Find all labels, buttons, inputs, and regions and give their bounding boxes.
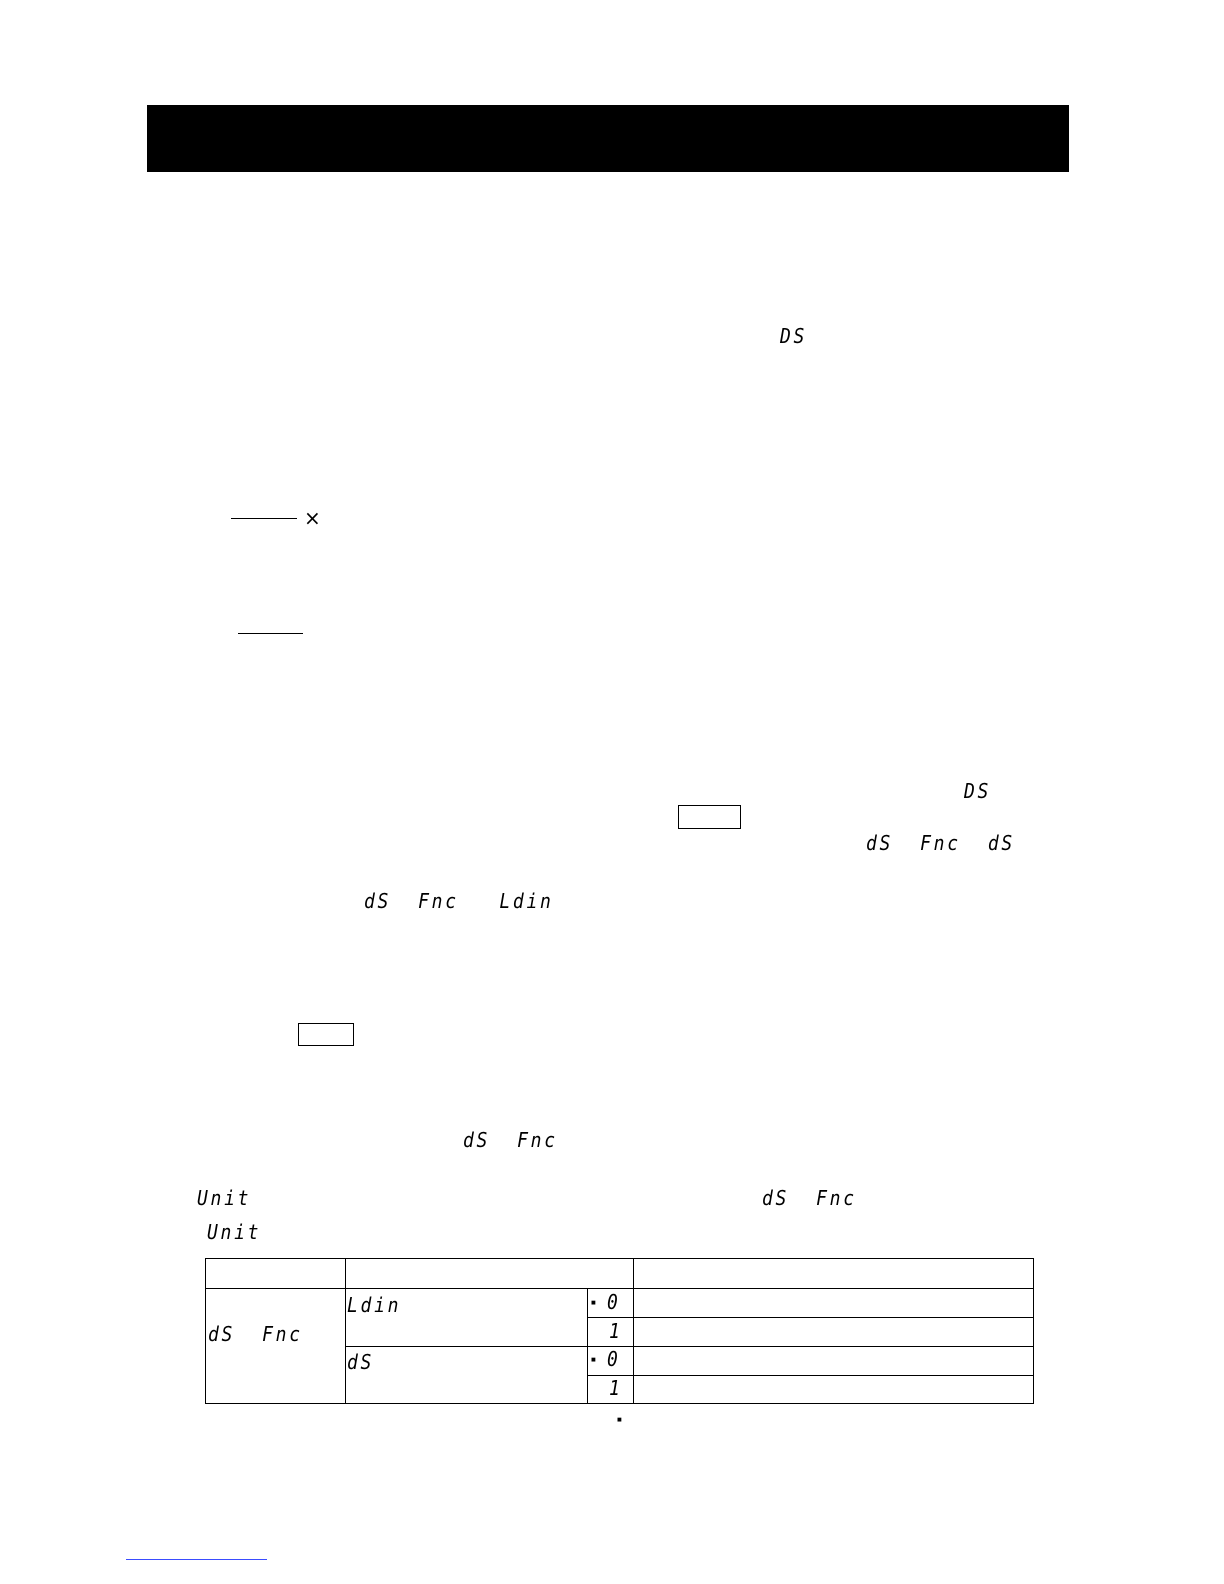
display-indicator-dsfnc-ds: dS Fnc dS: [866, 831, 1015, 855]
display-indicator-ds: DS: [780, 324, 808, 348]
table-option-value: 1: [609, 1319, 623, 1343]
table-item-ldin: Ldin: [347, 1293, 402, 1317]
display-indicator-dsfnc: dS Fnc: [463, 1128, 558, 1152]
key-button-2: [298, 1023, 354, 1046]
display-indicator-ds-2: DS: [964, 779, 992, 803]
fraction-line: [231, 518, 297, 519]
settings-table: [205, 1258, 1034, 1404]
display-indicator-unit-2: Unit: [207, 1220, 262, 1244]
multiply-symbol: ×: [304, 506, 321, 530]
display-indicator-dsfnc-ldin: dS Fnc Ldin: [364, 889, 554, 913]
default-marker-legend-icon: ■: [617, 1415, 622, 1424]
table-item-ds: dS: [347, 1350, 375, 1374]
table-class-dsfnc: dS Fnc: [208, 1322, 303, 1346]
display-indicator-dsfnc-2: dS Fnc: [762, 1186, 857, 1210]
table-option-value: 0: [607, 1347, 621, 1371]
default-marker-icon: ■: [591, 1298, 596, 1307]
key-button-1: [678, 805, 741, 829]
section-header-bar: [147, 105, 1069, 172]
display-indicator-unit: Unit: [197, 1186, 252, 1210]
table-option-value: 1: [609, 1376, 623, 1400]
footer-link-underline[interactable]: [126, 1559, 267, 1560]
table-option-value: 0: [607, 1290, 621, 1314]
fraction-line-2: [238, 633, 303, 634]
default-marker-icon: ■: [591, 1355, 596, 1364]
